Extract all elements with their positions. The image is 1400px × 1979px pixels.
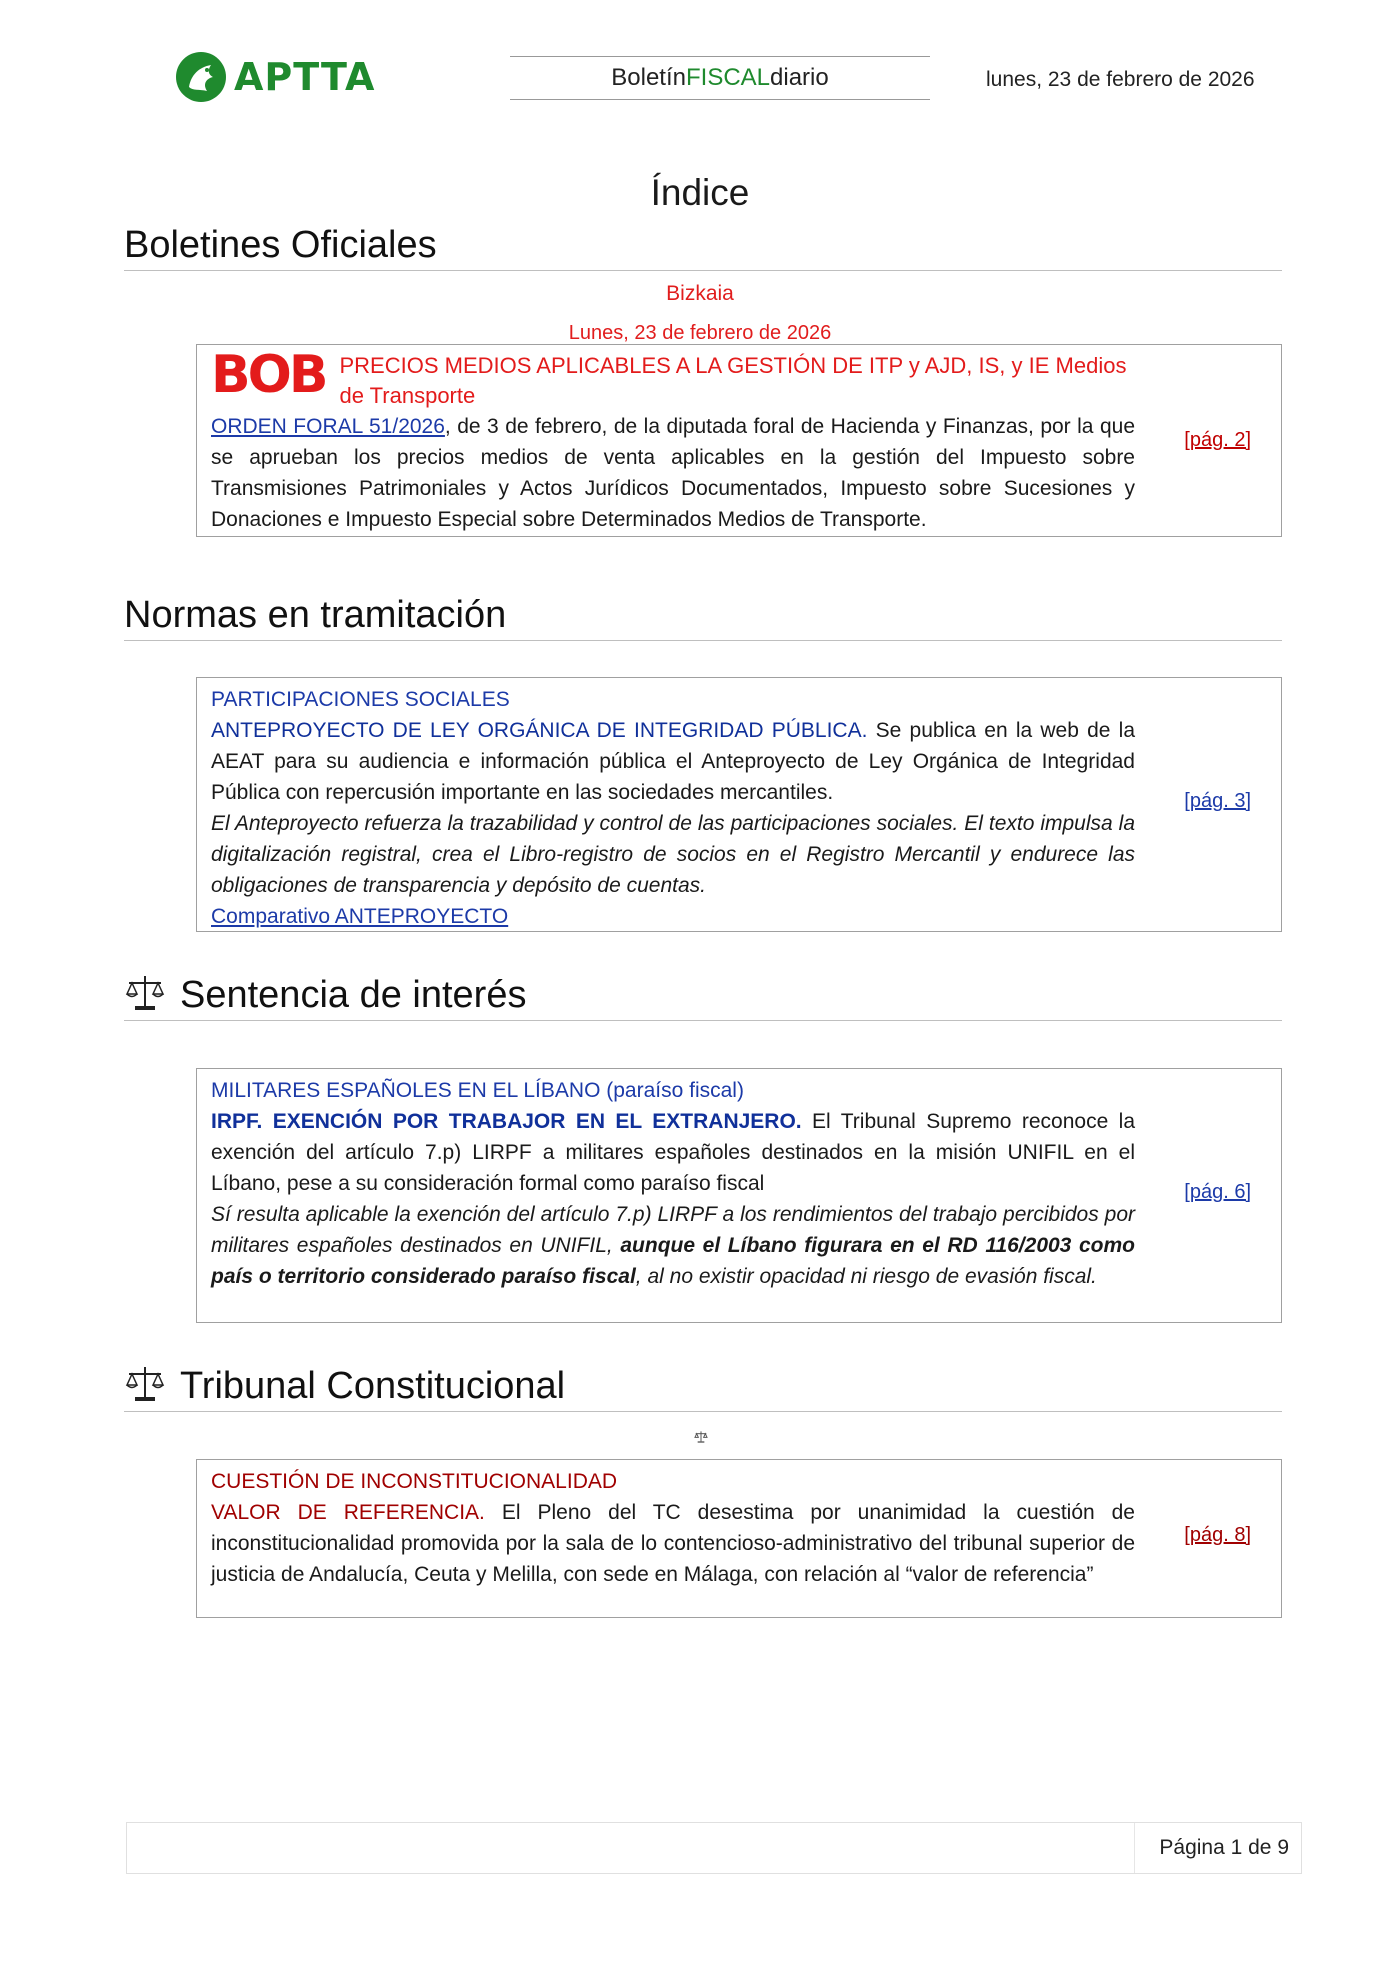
section-title: Tribunal Constitucional	[180, 1365, 566, 1407]
card-body-text: Se publica en la web de la AEAT para su audiencia e información pública el Anteproyecto de Ley Orgánica de Integridad Pública con repercusión importante en las sociedades mercantiles.	[211, 719, 1136, 804]
card-category: PARTICIPACIONES SOCIALES	[211, 688, 510, 711]
aptta-logo	[176, 52, 375, 102]
card-headline: VALOR DE REFERENCIA.	[211, 1501, 485, 1524]
card-title: PRECIOS MEDIOS APLICABLES A LA GESTIÓN DE ITP y AJD, IS, y IE Medios de Transporte	[339, 353, 1127, 408]
page-link[interactable]: [pág. 6]	[1184, 1181, 1251, 1203]
card-body	[211, 715, 1135, 808]
section-title: Boletines Oficiales	[124, 224, 437, 266]
bulletin-suffix: diario	[770, 64, 829, 91]
scale-icon	[124, 1363, 166, 1405]
comparativo-link[interactable]: Comparativo ANTEPROYECTO	[211, 905, 509, 928]
header-date: lunes, 23 de febrero de 2026	[986, 68, 1255, 91]
bob-logo: BOB	[211, 345, 326, 405]
card-headline: IRPF. EXENCIÓN POR TRABAJOR EN EL EXTRANJERO.	[211, 1110, 802, 1133]
logo-text: APTTA	[234, 55, 376, 99]
italic-part-b: , al no existir opacidad ni riesgo de evasión fiscal.	[635, 1265, 1097, 1288]
card-body-text: El Tribunal Supremo reconoce la exención del artículo 7.p) LIRPF a militares españoles destinados en la misión UNIFIL en el Líbano, pese a su consideración formal como paraíso fiscal	[211, 1110, 1136, 1195]
page-number: Página 1 de 9	[1159, 1836, 1289, 1859]
page-header	[0, 52, 1400, 112]
sentencia-card	[196, 1068, 1282, 1323]
bulletin-accent: FISCAL	[685, 64, 771, 91]
card-body	[211, 411, 1135, 535]
bulletin-prefix: Boletín	[611, 64, 686, 91]
italic-part-a: Sí resulta aplicable la exención del artículo 7.p) LIRPF a los rendimientos del trabajo percibidos por militares españoles destinados en UNIFIL,	[211, 1203, 1135, 1257]
page-footer	[126, 1822, 1302, 1874]
card-category: MILITARES ESPAÑOLES EN EL LÍBANO (paraíso fiscal)	[211, 1079, 744, 1102]
section-title: Sentencia de interés	[180, 974, 527, 1016]
card-body	[211, 1106, 1135, 1199]
card-body-text: , de 3 de febrero, de la diputada foral de Hacienda y Finanzas, por la que se aprueban los precios medios de venta aplicables en la gestión del Impuesto sobre Transmisiones Patrimoniales y Actos Jurídicos Documentados, Impuesto sobre Sucesiones y Donaciones e Impuesto Especial sobre Determinados Medios de Transporte.	[211, 415, 1135, 531]
small-scale-icon	[693, 1430, 709, 1449]
card-headline: ANTEPROYECTO DE LEY ORGÁNICA DE INTEGRIDAD PÚBLICA.	[211, 719, 868, 742]
index-title: Índice	[650, 172, 750, 213]
card-content	[211, 1466, 1135, 1590]
card-body	[211, 1497, 1135, 1590]
page-link[interactable]: [pág. 3]	[1184, 790, 1251, 812]
bob-card	[196, 344, 1282, 537]
bulletin-title	[510, 56, 930, 100]
card-italic-text	[211, 1199, 1135, 1292]
card-italic-text: El Anteproyecto refuerza la trazabilidad y control de las participaciones sociales. El texto impulsa la digitalización registral, crea el Libro-registro de socios en el Registro Mercantil y endurece las obligaciones de transparencia y depósito de cuentas.	[211, 812, 1135, 897]
tribunal-card	[196, 1459, 1282, 1618]
card-category: CUESTIÓN DE INCONSTITUCIONALIDAD	[211, 1470, 618, 1493]
italic-bold-part: aunque el Líbano figurara en el RD 116/2003 como país o territorio considerado paraíso fiscal	[211, 1234, 1135, 1288]
section-boletines-heading	[124, 226, 1282, 271]
region-date: Lunes, 23 de febrero de 2026	[568, 322, 832, 344]
section-title: Normas en tramitación	[124, 594, 507, 636]
card-content	[211, 684, 1135, 932]
bob-header	[211, 345, 1135, 411]
card-content	[211, 1075, 1135, 1292]
card-body-text: El Pleno del TC desestima por unanimidad la cuestión de inconstitucionalidad promovida por la sala de lo contencioso-administrativo del tribunal superior de justicia de Andalucía, Ceuta y Melilla, con sede en Málaga, con relación al “valor de referencia”	[211, 1501, 1135, 1586]
section-tribunal-heading	[124, 1363, 1282, 1412]
footer-divider	[1134, 1823, 1135, 1873]
region-label: Bizkaia	[666, 282, 734, 305]
scale-icon	[124, 972, 166, 1014]
section-normas-heading	[124, 596, 1282, 641]
normas-card	[196, 677, 1282, 932]
page-link[interactable]: [pág. 8]	[1184, 1524, 1251, 1546]
dragon-icon	[176, 52, 226, 102]
orden-foral-link[interactable]: ORDEN FORAL 51/2026	[211, 415, 445, 438]
section-sentencia-heading	[124, 972, 1282, 1021]
card-content	[211, 345, 1135, 535]
page-link[interactable]: [pág. 2]	[1184, 429, 1251, 451]
